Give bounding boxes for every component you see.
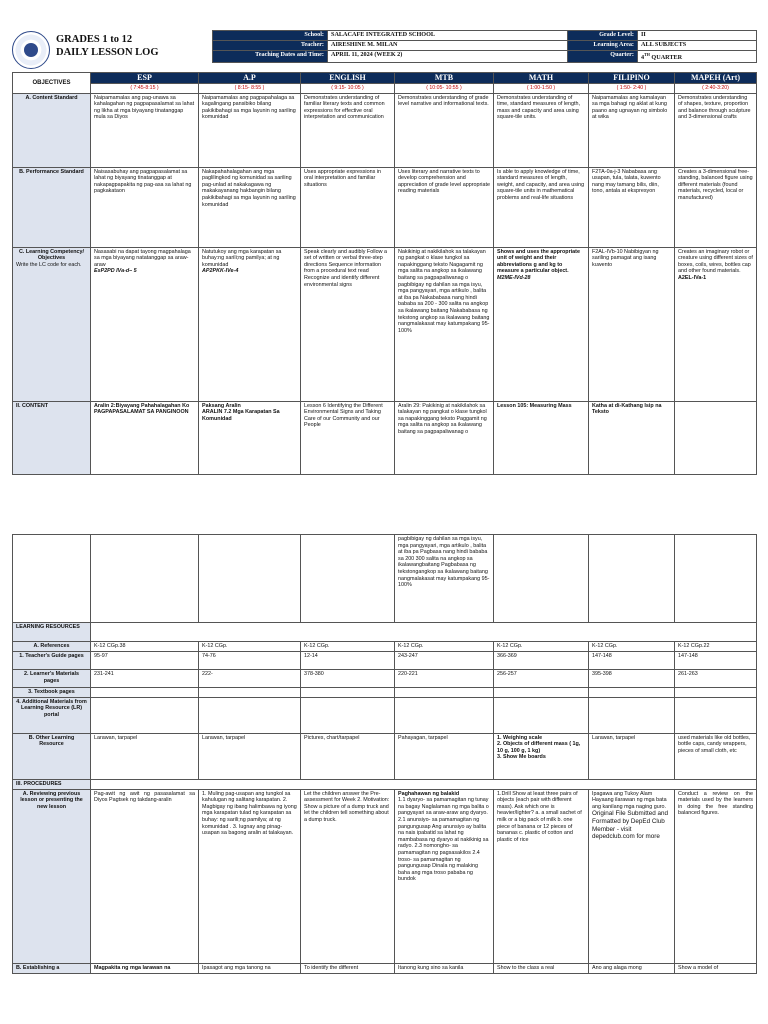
textbook-mapeh xyxy=(675,688,757,698)
continued-ap xyxy=(199,535,301,623)
objectives-table xyxy=(12,72,757,475)
row-label-teachers-guide: 1. Teacher's Guide pages xyxy=(13,652,91,670)
grade-level-label: Grade Level: xyxy=(568,31,638,41)
teaching-dates-value: APRIL 11, 2024 (WEEK 2) xyxy=(328,51,568,63)
time-esp: ( 7:45-8:15 ) xyxy=(91,84,199,94)
deped-seal-icon xyxy=(12,31,50,69)
continued-english xyxy=(301,535,395,623)
subject-header-mapeh: MAPEH (Art) xyxy=(675,73,757,84)
content-math: Lesson 105: Measuring Mass xyxy=(494,401,589,474)
other-math xyxy=(494,733,589,779)
additional-english xyxy=(301,697,395,733)
content-ap xyxy=(199,401,301,474)
tg-math: 366-369 xyxy=(494,652,589,670)
subject-header-filipino: FILIPINO xyxy=(589,73,675,84)
textbook-math xyxy=(494,688,589,698)
additional-filipino xyxy=(589,697,675,733)
grade-level-value: II xyxy=(638,31,757,41)
table-row xyxy=(13,401,757,474)
other-filipino: Larawan, tarpapel xyxy=(589,733,675,779)
row-label-review: A. Reviewing previous lesson or presenting the new lesson xyxy=(13,789,91,963)
school-label: School: xyxy=(213,31,328,41)
tg-mtb: 243-247 xyxy=(395,652,494,670)
additional-mapeh xyxy=(675,697,757,733)
table-row xyxy=(13,535,757,623)
lm-english: 378-380 xyxy=(301,670,395,688)
title-line-1: GRADES 1 to 12 xyxy=(56,34,133,45)
continued-esp xyxy=(91,535,199,623)
review-math: 1.Drill Show at least three pairs of objects (each pair with different mass). Ask which one is heavier/lighter? a. a small sachet of milk or a big pack of milk b. one piece of banana or 12 pieces of bananas c. plastic of cotton and plastic of rice xyxy=(494,789,589,963)
title-line-2: DAILY LESSON LOG xyxy=(56,47,159,58)
textbook-mtb xyxy=(395,688,494,698)
other-mapeh: used materials like old bottles, bottle caps, candy wrappers, pieces of small cloth, etc xyxy=(675,733,757,779)
table-row xyxy=(13,670,757,688)
document-header xyxy=(12,30,756,72)
establish-mapeh: Show a model of xyxy=(675,963,757,973)
table-row xyxy=(13,733,757,779)
other-english: Pictures, chart/tarpapel xyxy=(301,733,395,779)
competency-math-code: M2ME-IVd-28 xyxy=(497,274,531,281)
establish-mtb: Itanong kung sino sa kanila xyxy=(395,963,494,973)
competency-math xyxy=(494,247,589,401)
time-english: ( 9:15- 10:05 ) xyxy=(301,84,395,94)
continued-math xyxy=(494,535,589,623)
resources-procedures-table xyxy=(12,534,757,974)
competency-mapeh xyxy=(675,247,757,401)
learning-resources-span xyxy=(91,623,757,642)
row-label-learners-materials: 2. Learner's Materials pages xyxy=(13,670,91,688)
teacher-label: Teacher: xyxy=(213,41,328,51)
continued-label-cell xyxy=(13,535,91,623)
other-math-item: 3. Show Me boards xyxy=(497,754,546,761)
content-ap-line-2: ARALIN 7.2 Mga Karapatan Sa Komunidad xyxy=(202,409,280,422)
teaching-dates-label: Teaching Dates and Time: xyxy=(213,51,328,63)
time-mtb: ( 10:05- 10:55 ) xyxy=(395,84,494,94)
continued-mtb: pagbibigay ng dahilan sa mga isyu, mga pangyayari, mga artikulo , balita at iba pa Pagbasa nang hindi bababa sa 200 300 salita na angkop sa ikalawangbaitang Pagbabasa ng tekstongangkop sa ikalawang baitang nangmalakasat may katumpakang 95-100% xyxy=(395,535,494,623)
additional-math xyxy=(494,697,589,733)
subject-header-ap: A.P xyxy=(199,73,301,84)
table-row xyxy=(13,247,757,401)
time-math: ( 1:00-1:50 ) xyxy=(494,84,589,94)
competency-label: C. Learning Competency/ Objectives xyxy=(19,248,84,262)
textbook-filipino xyxy=(589,688,675,698)
row-label-textbook: 3. Textbook pages xyxy=(13,688,91,698)
lesson-log-page-2 xyxy=(12,534,756,974)
learning-area-label: Learning Area: xyxy=(568,41,638,51)
competency-mapeh-text: Creates an imaginary robot or creature using different sizes of boxes, coils, wires, bottles cap and other found materials. xyxy=(678,248,753,275)
table-row xyxy=(13,652,757,670)
references-mtb: K-12 CGp. xyxy=(395,642,494,652)
review-mapeh: Conduct a review on the materials used by the learners in doing the free standing balanced figures. xyxy=(675,789,757,963)
content-standard-math: Demonstrates understanding of time, standard measures of length, mass and capacity and area using square-tile units. xyxy=(494,93,589,167)
references-math: K-12 CGp. xyxy=(494,642,589,652)
lm-mapeh: 261-263 xyxy=(675,670,757,688)
additional-esp xyxy=(91,697,199,733)
objectives-header: OBJECTIVES xyxy=(13,73,91,94)
continued-mapeh xyxy=(675,535,757,623)
table-row xyxy=(13,779,757,789)
content-standard-mtb: Demonstrates understanding of grade level narrative and informational texts. xyxy=(395,93,494,167)
competency-esp-code: EsP2PD IVa-d– 5 xyxy=(94,268,137,275)
row-label-content-standard: A. Content Standard xyxy=(13,93,91,167)
other-math-item: 1. Weighing scale xyxy=(497,734,543,741)
review-mtb-title: Paghahawan ng balakid xyxy=(398,790,460,797)
procedures-span xyxy=(91,779,757,789)
row-label-learning-resources: LEARNING RESOURCES xyxy=(13,623,91,642)
row-label-performance-standard: B. Performance Standard xyxy=(13,167,91,247)
competency-ap xyxy=(199,247,301,401)
content-standard-ap: Naipamamalas ang pagpapahalaga sa kagalingang pansibiko bilang pakikibahagi sa mga layunin ng sariling komunidad xyxy=(199,93,301,167)
review-mtb-text: 1.1 dyaryo- sa pamamagitan ng tunay na bagay Naglalaman ng mga balita o pangyayari sa araw-araw ang dyaryo. 2.1 anunsiyo- sa pamamagitan ng pangungusap Ang anunsiyo ay balita na nais ipabatid sa lahat ng mambabasa ng dyaryo at nakikinig sa radyo. 2.3 nomongho- sa pamamagitan ng pagsasakilos 2.4 troso- sa pamamagitan ng pangungusap Dinala ng malaking baha ang mga troso pababa ng bundok xyxy=(398,797,489,883)
competency-esp xyxy=(91,247,199,401)
content-standard-esp: Naipamamalas ang pag-unawa sa kahalagahan ng pagpapasalamat sa lahat ng likha at mga biyayang tinatanggap mula sa Diyos xyxy=(91,93,199,167)
content-standard-filipino: Naipamamalas ang kamalayan sa mga bahagi ng aklat at kung paano ang ugnayan ng simbolo at wika xyxy=(589,93,675,167)
depedclub-promo-note: Original File Submitted and Formatted by DepEd Club Member - visit depedclub.com for more xyxy=(592,810,668,841)
establish-english: To identify the different xyxy=(301,963,395,973)
textbook-esp xyxy=(91,688,199,698)
content-standard-mapeh: Demonstrates understanding of shapes, texture, proportion and balance through sculpture and 3-dimensional crafts xyxy=(675,93,757,167)
references-esp: K-12 CGp.38 xyxy=(91,642,199,652)
row-label-content: II. CONTENT xyxy=(13,401,91,474)
performance-standard-ap: Nakapahahalagahan ang mga paglilingkod ng komunidad sa sariling pag-unlad at nakakagawa ng makakayanang hakbangin bilang pakikibahagi sa mga layunin ng sariling komunidad xyxy=(199,167,301,247)
content-english: Lesson 6 Identifying the Different Environmental Signs and Taking Care of our Community and our People xyxy=(301,401,395,474)
review-ap: 1. Muling pag-usapan ang tungkol sa kahulugan ng salitang karapatan. 2. Magbigay ng ibang halimbawa ng iyong mga karapatan tulad ng karapatan sa buhay: ng sarili;ng pamilya; at ng komunidad . 3. Iugnay ang pinag-usapan sa bagong aralin at talakayan. xyxy=(199,789,301,963)
table-row xyxy=(13,167,757,247)
subject-header-english: ENGLISH xyxy=(301,73,395,84)
establish-filipino: Ano ang alaga mong xyxy=(589,963,675,973)
content-esp: Aralin 2:Biyayang Pahahalagahan Ko PAGPAPASALAMAT SA PANGINOON xyxy=(91,401,199,474)
row-label-procedures: III. PROCEDURES xyxy=(13,779,91,789)
references-mapeh: K-12 CGp.22 xyxy=(675,642,757,652)
table-row xyxy=(13,789,757,963)
content-mtb: Aralin 29: Pakikinig at nakikilahok sa talakayan ng pangkat o klase tungkol sa napakinggang teksto Paggamit ng mga salita na angkop sa ikalawang baitang sa pagpapaliwanag o xyxy=(395,401,494,474)
competency-filipino: F2AL-IVb-10 Nabibigyan ng sariling pamagat ang isang kuwento xyxy=(589,247,675,401)
references-ap: K-12 CGp. xyxy=(199,642,301,652)
time-filipino: ( 1:50- 2:40 ) xyxy=(589,84,675,94)
content-mapeh xyxy=(675,401,757,474)
references-filipino: K-12 CGp. xyxy=(589,642,675,652)
table-row xyxy=(13,623,757,642)
other-mtb: Pahayagan, tarpapel xyxy=(395,733,494,779)
tg-mapeh: 147-148 xyxy=(675,652,757,670)
other-math-item: 2. Objects of different mass ( 1g, 10 g, 100 g, 1 kg) xyxy=(497,741,581,754)
learning-area-value: ALL SUBJECTS xyxy=(638,41,757,51)
competency-ap-text: Natutukoy ang mga karapatan sa buhay:ng sarili;ng pamilya; at ng komunidad xyxy=(202,248,282,268)
tg-ap: 74-76 xyxy=(199,652,301,670)
row-label-establishing: B. Establishing a xyxy=(13,963,91,973)
tg-filipino: 147-148 xyxy=(589,652,675,670)
performance-standard-mapeh: Creates a 3-dimensional free-standing, balanced figure using different materials (found materials, recycled, local or manufactured) xyxy=(675,167,757,247)
other-ap: Larawan, tarpapel xyxy=(199,733,301,779)
continued-filipino xyxy=(589,535,675,623)
tg-english: 12-14 xyxy=(301,652,395,670)
performance-standard-mtb: Uses literary and narrative texts to develop comprehension and appreciation of grade level appropriate reading materials xyxy=(395,167,494,247)
lm-ap: 222- xyxy=(199,670,301,688)
establish-ap: Ipasagot ang mga tanong na xyxy=(199,963,301,973)
lesson-log-page-1 xyxy=(12,30,756,472)
lm-esp: 231-241 xyxy=(91,670,199,688)
quarter-label: Quarter: xyxy=(568,51,638,63)
other-esp: Larawan, tarpapel xyxy=(91,733,199,779)
content-ap-line-1: Paksang Aralin xyxy=(202,402,241,409)
content-filipino: Katha at di-Kathang Isip na Teksto xyxy=(589,401,675,474)
teacher-value: AIRESHINE M. MILAN xyxy=(328,41,568,51)
establish-math: Show to the class a real xyxy=(494,963,589,973)
table-row xyxy=(13,93,757,167)
time-ap: ( 8:15- 8:55 ) xyxy=(199,84,301,94)
subject-header-math: MATH xyxy=(494,73,589,84)
textbook-ap xyxy=(199,688,301,698)
table-row xyxy=(13,963,757,973)
row-label-other-resources: B. Other Learning Resource xyxy=(13,733,91,779)
performance-standard-english: Uses appropriate expressions in oral interpretation and familiar situations xyxy=(301,167,395,247)
table-row xyxy=(13,697,757,733)
header-info-table xyxy=(212,30,757,63)
establish-esp: Magpakita ng mga larawan na xyxy=(91,963,199,973)
review-english: Let the children answer the Pre-assessment for Week 2. Motivation: Show a picture of a dump truck and let the children tell something about a dump truck. xyxy=(301,789,395,963)
competency-mtb: Nakikinig at nakikilahok sa talakayan ng pangkat o klase tungkol sa napakinggang teksto Nagagamit ng mga salita na angkop sa ikalawang baitang sa pagpapaliwanag o pagbibigay ng dahilan sa mga isyu, mga pangyayari, mga artikulo , balita at iba pa Nakababasa nang hindi bababa sa 200 - 300 salita na angkop sa ikalawang baitang Nakababasa ng tekstong angkop sa ikalawang baitang nangmalakasat may katumpakang 95-100% xyxy=(395,247,494,401)
review-esp: Pag-awit ng awit ng pasasalamat sa Diyos Pagtsek ng takdang-aralin xyxy=(91,789,199,963)
competency-esp-text: Nasasabi na dapat tayong magpahalaga sa mga biyayang natatanggap sa araw-araw xyxy=(94,248,191,268)
performance-standard-math: Is able to apply knowledge of time, standard measures of length, weight, and capacity, and area using square-tile units in mathematical problems and real-life situations xyxy=(494,167,589,247)
lm-filipino: 395-398 xyxy=(589,670,675,688)
competency-math-text: Shows and uses the appropriate unit of weight and their abbreviations g and kg to measure a particular object. xyxy=(497,248,580,275)
competency-english: Speak clearly and audibly Follow a set of written or verbal three-step directions Sequence information from a procedural text read Recognize and identify different environmental signs xyxy=(301,247,395,401)
quarter-value: 4TH QUARTER xyxy=(638,51,757,63)
competency-sublabel: Write the LC code for each. xyxy=(16,261,82,268)
references-english: K-12 CGp. xyxy=(301,642,395,652)
school-value: SALACAFE INTEGRATED SCHOOL xyxy=(328,31,568,41)
performance-standard-esp: Naisasabuhay ang pagpapasalamat sa lahat ng biyayang tinatanggap at nakapagpapakita ng pag-asa sa lahat ng pagkakataon xyxy=(91,167,199,247)
additional-mtb xyxy=(395,697,494,733)
competency-mapeh-code: A2EL-IVa-1 xyxy=(678,274,707,281)
table-row xyxy=(13,688,757,698)
document-title xyxy=(56,33,159,59)
content-standard-english: Demonstrates understanding of familiar literary texts and common expressions for effective oral interpretation and communication xyxy=(301,93,395,167)
tg-esp: 95-97 xyxy=(91,652,199,670)
review-filipino-text: Ipagawa ang Tukoy Alam Hayaang ilarawan ng mga bata ang kanilang mga naging guro. xyxy=(592,790,667,810)
performance-standard-filipino: F2TA-0a-j-3 Nababasa ang usapan, tula, talata, kuwento nang may tamang bilis, diin, tono, antala at ekspresyon xyxy=(589,167,675,247)
lm-mtb: 220-221 xyxy=(395,670,494,688)
subject-header-esp: ESP xyxy=(91,73,199,84)
competency-ap-code: AP2PKK-IVe-4 xyxy=(202,268,239,275)
lm-math: 256-257 xyxy=(494,670,589,688)
table-row xyxy=(13,642,757,652)
row-label-competency xyxy=(13,247,91,401)
subject-header-mtb: MTB xyxy=(395,73,494,84)
review-mtb xyxy=(395,789,494,963)
row-label-references: A. References xyxy=(13,642,91,652)
time-mapeh: ( 2:40-3:20) xyxy=(675,84,757,94)
additional-ap xyxy=(199,697,301,733)
review-filipino xyxy=(589,789,675,963)
row-label-additional-materials: 4. Additional Materials from Learning Resource (LR) portal xyxy=(13,697,91,733)
textbook-english xyxy=(301,688,395,698)
